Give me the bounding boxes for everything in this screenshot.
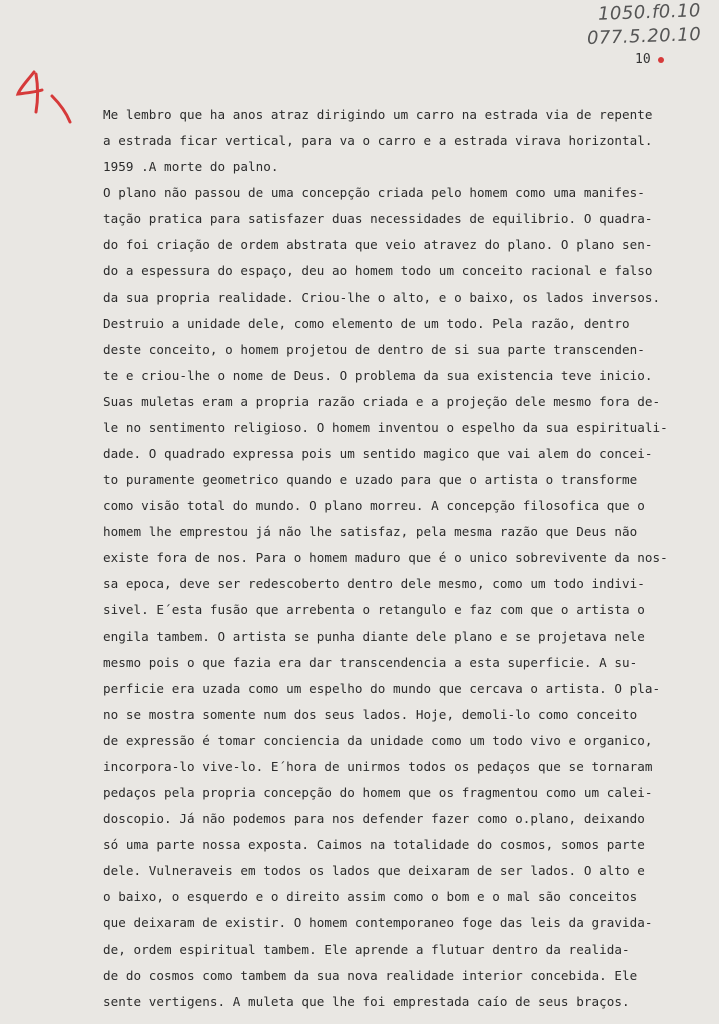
- text-line: do a espessura do espaço, deu ao homem todo um conceito racional e falso: [103, 263, 653, 279]
- text-line: O plano não passou de uma concepção criada pelo homem como uma manifes-: [103, 185, 645, 201]
- text-line: doscopio. Já não podemos para nos defender fazer como o.plano, deixando: [103, 811, 645, 827]
- red-dot-icon: [658, 57, 664, 63]
- text-line: perficie era uzada como um espelho do mundo que cercava o artista. O pla-: [103, 680, 661, 696]
- text-line: de expressão é tomar conciencia da unidade como um todo vivo e organico,: [103, 732, 653, 748]
- text-line: sente vertigens. A muleta que lhe foi emprestada caío de seus braços.: [103, 993, 630, 1009]
- typed-body-text: [103, 102, 693, 1015]
- text-line: dele. Vulneraveis em todos os lados que deixaram de ser lados. O alto e: [103, 863, 645, 879]
- red-pencil-mark-icon: [12, 66, 74, 128]
- text-line: Suas muletas eram a propria razão criada e a projeção dele mesmo fora de-: [103, 393, 661, 409]
- text-line: Destruio a unidade dele, como elemento de um todo. Pela razão, dentro: [103, 315, 630, 331]
- text-line: sa epoca, deve ser redescoberto dentro dele mesmo, como um todo indivi-: [103, 576, 645, 592]
- text-line: 1959 .A morte do palno.: [103, 159, 279, 175]
- text-line: pedaços pela propria concepção do homem que os fragmentou como um calei-: [103, 785, 653, 801]
- text-line: dade. O quadrado expressa pois um sentido magico que vai alem do concei-: [103, 446, 653, 462]
- text-line: de do cosmos como tambem da sua nova realidade interior concebida. Ele: [103, 967, 638, 983]
- text-line: de, ordem espiritual tambem. Ele aprende a flutuar dentro da realida-: [103, 941, 630, 957]
- archive-code-line2: 077.5.20.10: [586, 24, 702, 49]
- text-line: que deixaram de existir. O homem contemporaneo foge das leis da gravida-: [103, 915, 653, 931]
- text-line: deste conceito, o homem projetou de dentro de si sua parte transcenden-: [103, 341, 645, 357]
- text-line: tação pratica para satisfazer duas necessidades de equilibrio. O quadra-: [103, 211, 653, 227]
- text-line: mesmo pois o que fazia era dar transcendencia a esta superficie. A su-: [103, 654, 638, 670]
- text-line: da sua propria realidade. Criou-lhe o alto, e o baixo, os lados inversos.: [103, 289, 661, 305]
- text-line: homem lhe emprestou já não lhe satisfaz, pela mesma razão que Deus não: [103, 524, 638, 540]
- text-line: le no sentimento religioso. O homem inventou o espelho da sua espirituali-: [103, 419, 668, 435]
- text-line: como visão total do mundo. O plano morreu. A concepção filosofica que o: [103, 498, 645, 514]
- text-line: te e criou-lhe o nome de Deus. O problema da sua existencia teve inicio.: [103, 367, 653, 383]
- text-line: engila tambem. O artista se punha diante dele plano e se projetava nele: [103, 628, 645, 644]
- text-line: do foi criação de ordem abstrata que veio atravez do plano. O plano sen-: [103, 237, 653, 253]
- archive-code-line1: 1050.f0.10: [597, 0, 702, 25]
- text-line: existe fora de nos. Para o homem maduro que é o unico sobrevivente da nos-: [103, 550, 668, 566]
- text-line: o baixo, o esquerdo e o direito assim como o bom e o mal são conceitos: [103, 889, 638, 905]
- text-line: to puramente geometrico quando e uzado para que o artista o transforme: [103, 472, 638, 488]
- text-line: só uma parte nossa exposta. Caimos na totalidade do cosmos, somos parte: [103, 837, 645, 853]
- text-line: sivel. E´esta fusão que arrebenta o retangulo e faz com que o artista o: [103, 602, 645, 618]
- text-line: Me lembro que ha anos atraz dirigindo um carro na estrada via de repente: [103, 107, 653, 122]
- text-line: incorpora-lo vive-lo. E´hora de unirmos todos os pedaços que se tornaram: [103, 758, 653, 774]
- text-line: no se mostra somente num dos seus lados. Hoje, demoli-lo como conceito: [103, 706, 638, 722]
- text-line: a estrada ficar vertical, para va o carro e a estrada virava horizontal.: [103, 133, 653, 149]
- page-number: 10: [635, 52, 651, 67]
